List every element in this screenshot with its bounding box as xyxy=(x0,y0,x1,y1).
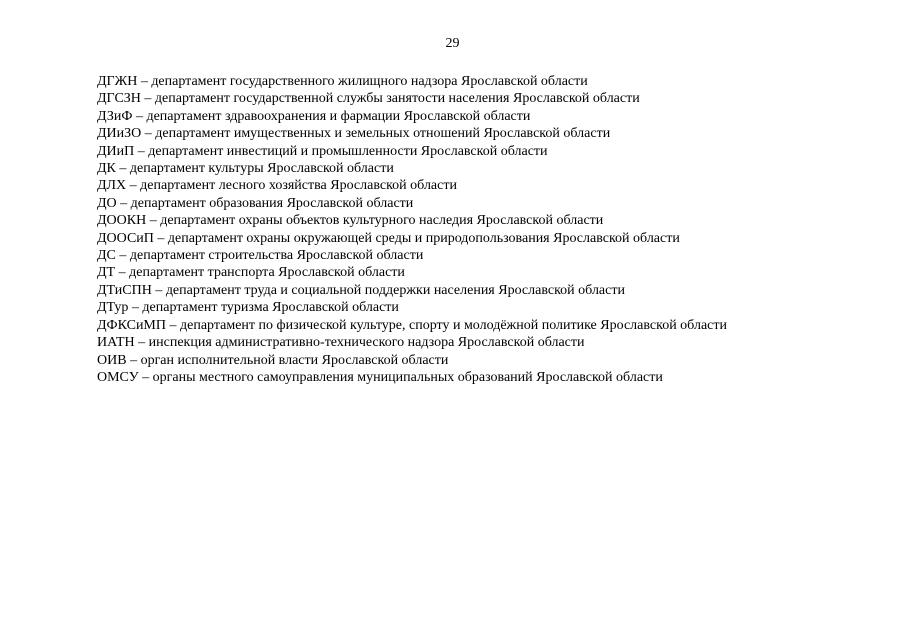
separator: – xyxy=(126,178,141,194)
abbreviation: ДИиП xyxy=(97,143,135,159)
separator: – xyxy=(153,230,168,246)
separator: – xyxy=(132,108,147,124)
separator: – xyxy=(137,74,152,89)
definition: департамент охраны окружающей среды и природопользования Ярославской области xyxy=(167,230,680,246)
list-item xyxy=(97,264,887,281)
separator: – xyxy=(151,282,166,298)
abbreviation: ИАТН xyxy=(97,335,135,351)
list-item xyxy=(97,230,887,247)
definition: департамент охраны объектов культурного наследия Ярославской области xyxy=(160,213,604,229)
abbreviation: ДООКН xyxy=(97,213,147,229)
separator: – xyxy=(146,213,161,229)
abbreviation: ДТ xyxy=(97,265,116,281)
list-item xyxy=(97,369,887,386)
list-item xyxy=(97,195,887,212)
list-item xyxy=(97,108,887,125)
definition: департамент образования Ярославской области xyxy=(130,195,414,211)
abbreviation: ДТиСПН xyxy=(97,282,152,298)
abbreviation: ДИиЗО xyxy=(97,126,142,142)
list-item xyxy=(97,160,887,177)
separator: – xyxy=(115,161,130,177)
definition: департамент здравоохранения и фармации Ярославской области xyxy=(146,108,531,124)
abbreviation: ОМСУ xyxy=(97,369,139,385)
separator: – xyxy=(134,143,149,159)
abbreviation: ДГСЗН xyxy=(97,91,141,107)
separator: – xyxy=(128,300,143,316)
page-number: 29 xyxy=(445,36,460,51)
definition: инспекция административно-технического надзора Ярославской области xyxy=(148,335,585,351)
abbreviation: ДС xyxy=(97,248,116,264)
abbreviation: ДЗиФ xyxy=(97,108,133,124)
definition: департамент имущественных и земельных отношений Ярославской области xyxy=(155,126,611,142)
abbreviation: ДГЖН xyxy=(97,74,138,89)
definition: департамент лесного хозяйства Ярославской области xyxy=(140,178,457,194)
list-item xyxy=(97,317,887,334)
abbreviation: ДК xyxy=(97,161,116,177)
definition: департамент государственной службы занятости населения Ярославской области xyxy=(154,91,640,107)
list-item xyxy=(97,90,887,107)
abbreviation: ДЛХ xyxy=(97,178,127,194)
abbreviation: ОИВ xyxy=(97,352,127,368)
definition: департамент труда и социальной поддержки населения Ярославской области xyxy=(165,282,625,298)
list-item xyxy=(97,177,887,194)
list-item xyxy=(97,334,887,351)
list-item xyxy=(97,282,887,299)
separator: – xyxy=(166,317,180,333)
abbreviation-list xyxy=(97,73,887,386)
separator: – xyxy=(126,352,141,368)
list-item xyxy=(97,143,887,160)
list-item xyxy=(97,212,887,229)
separator: – xyxy=(138,369,153,385)
abbreviation: ДТур xyxy=(97,300,129,316)
abbreviation: ДООСиП xyxy=(97,230,154,246)
separator: – xyxy=(134,335,149,351)
definition: департамент культуры Ярославской области xyxy=(129,161,394,177)
definition: департамент транспорта Ярославской области xyxy=(129,265,405,281)
list-item xyxy=(97,125,887,142)
definition: департамент инвестиций и промышленности Ярославской области xyxy=(148,143,548,159)
list-item xyxy=(97,247,887,264)
separator: – xyxy=(116,195,131,211)
separator: – xyxy=(115,248,130,264)
definition: органы местного самоуправления муниципальных образований Ярославской области xyxy=(152,369,663,385)
separator: – xyxy=(140,91,155,107)
separator: – xyxy=(141,126,156,142)
definition: департамент строительства Ярославской области xyxy=(129,248,424,264)
definition: департамент туризма Ярославской области xyxy=(142,300,399,316)
list-item xyxy=(97,73,887,90)
definition: орган исполнительной власти Ярославской области xyxy=(140,352,449,368)
abbreviation: ДО xyxy=(97,195,117,211)
list-item xyxy=(97,299,887,316)
separator: – xyxy=(115,265,130,281)
definition: департамент государственного жилищного надзора Ярославской области xyxy=(151,74,588,89)
list-item xyxy=(97,352,887,369)
abbreviation: ДФКСиМП xyxy=(97,317,166,333)
definition: департамент по физической культуре, спорту и молодёжной политике Ярославской области xyxy=(180,317,727,333)
